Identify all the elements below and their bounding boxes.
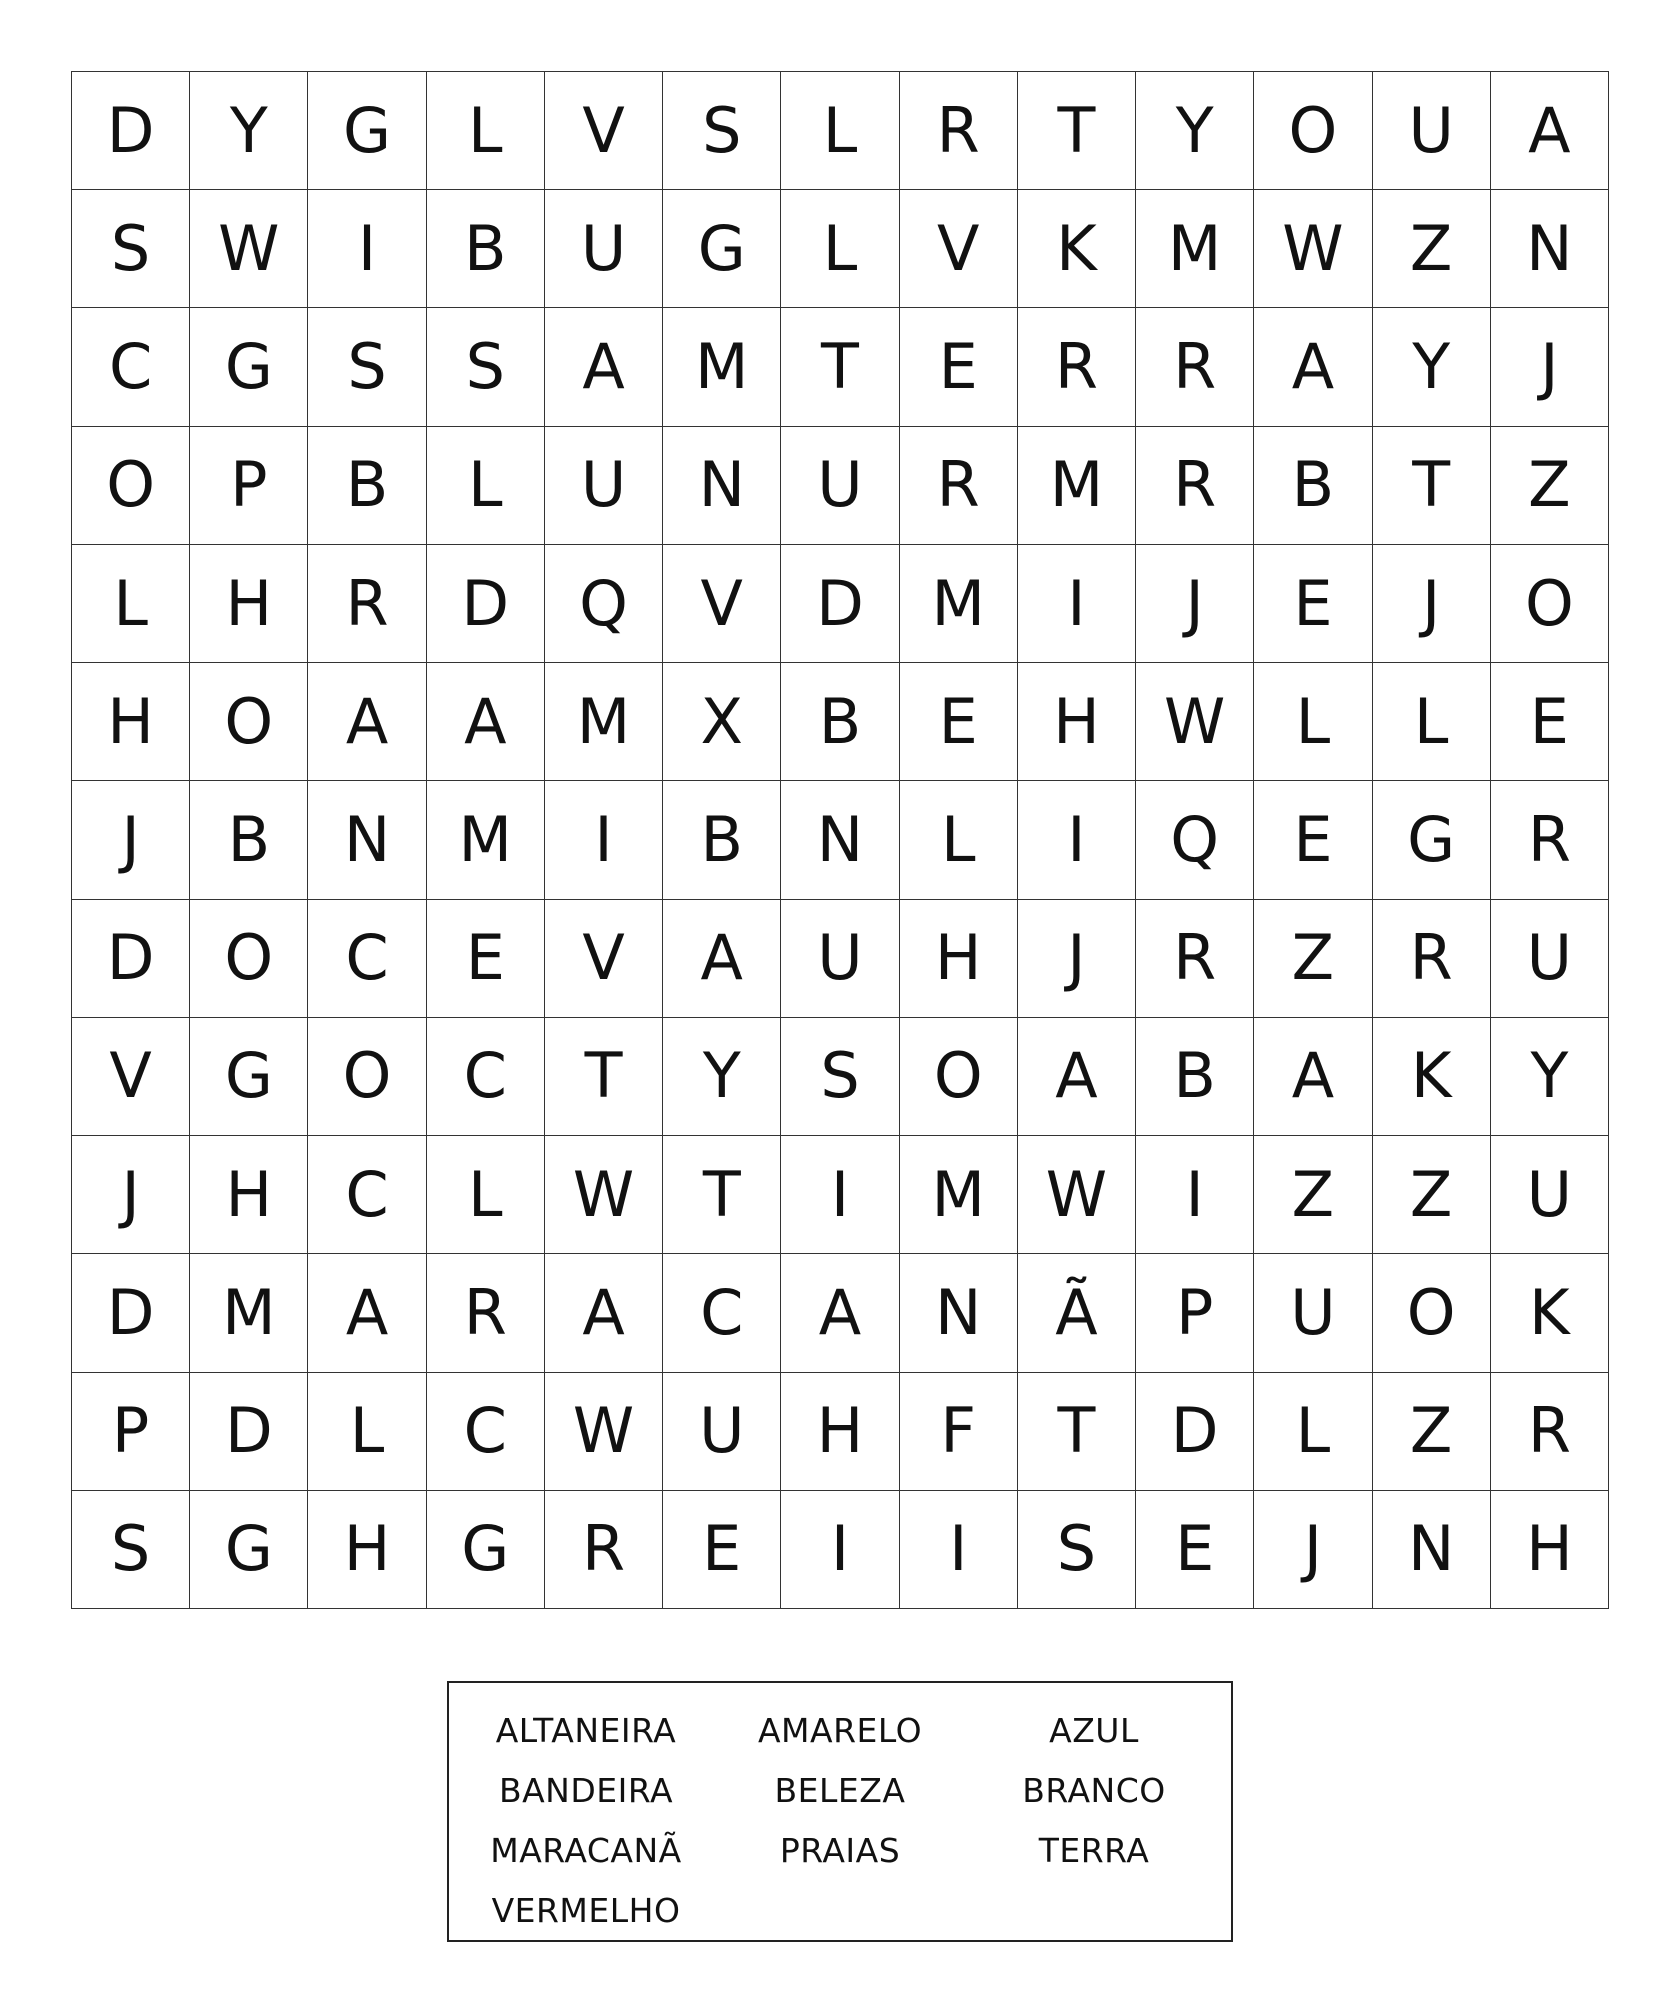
grid-cell[interactable]: G <box>190 308 308 426</box>
grid-cell[interactable]: A <box>308 1254 426 1372</box>
grid-cell[interactable]: L <box>72 545 190 663</box>
grid-cell[interactable]: I <box>545 781 663 899</box>
grid-cell[interactable]: R <box>308 545 426 663</box>
grid-cell[interactable]: N <box>663 427 781 545</box>
grid-cell[interactable]: A <box>545 1254 663 1372</box>
grid-cell[interactable]: D <box>190 1373 308 1491</box>
grid-cell[interactable]: U <box>1491 900 1609 1018</box>
grid-cell[interactable]: J <box>1136 545 1254 663</box>
grid-cell[interactable]: Y <box>1373 308 1491 426</box>
grid-cell[interactable]: L <box>781 190 899 308</box>
grid-cell[interactable]: G <box>190 1018 308 1136</box>
grid-cell[interactable]: L <box>900 781 1018 899</box>
grid-cell[interactable]: C <box>427 1018 545 1136</box>
grid-cell[interactable]: P <box>1136 1254 1254 1372</box>
word-list-item: BELEZA <box>774 1771 906 1810</box>
grid-cell[interactable]: H <box>900 900 1018 1018</box>
grid-cell[interactable]: O <box>72 427 190 545</box>
grid-cell[interactable]: U <box>545 190 663 308</box>
grid-cell[interactable]: T <box>1018 72 1136 190</box>
grid-cell[interactable]: L <box>427 1136 545 1254</box>
grid-cell[interactable]: A <box>1018 1018 1136 1136</box>
grid-cell[interactable]: J <box>1254 1491 1372 1609</box>
grid-cell[interactable]: R <box>1136 900 1254 1018</box>
grid-cell[interactable]: U <box>781 427 899 545</box>
grid-cell[interactable]: R <box>900 427 1018 545</box>
grid-cell[interactable]: A <box>427 663 545 781</box>
grid-cell[interactable]: S <box>72 1491 190 1609</box>
word-list-item: BANDEIRA <box>498 1771 674 1810</box>
grid-cell[interactable]: K <box>1018 190 1136 308</box>
grid-cell[interactable]: M <box>663 308 781 426</box>
grid-cell[interactable]: T <box>1018 1373 1136 1491</box>
grid-cell[interactable]: N <box>1373 1491 1491 1609</box>
grid-cell[interactable]: E <box>1254 545 1372 663</box>
grid-cell[interactable]: U <box>1491 1136 1609 1254</box>
grid-cell[interactable]: Y <box>190 72 308 190</box>
grid-cell[interactable]: M <box>190 1254 308 1372</box>
grid-cell[interactable]: E <box>663 1491 781 1609</box>
grid-cell[interactable]: W <box>190 190 308 308</box>
grid-cell[interactable]: V <box>545 900 663 1018</box>
grid-cell[interactable]: O <box>1373 1254 1491 1372</box>
letter-grid <box>71 71 1609 1609</box>
grid-cell[interactable]: L <box>1254 1373 1372 1491</box>
word-list-items <box>449 1701 1231 1941</box>
grid-cell[interactable]: V <box>663 545 781 663</box>
grid-cell[interactable]: E <box>1136 1491 1254 1609</box>
grid-cell[interactable]: G <box>190 1491 308 1609</box>
grid-cell[interactable]: R <box>1373 900 1491 1018</box>
grid-cell[interactable]: B <box>190 781 308 899</box>
grid-cell[interactable]: R <box>1136 308 1254 426</box>
grid-cell[interactable]: K <box>1373 1018 1491 1136</box>
grid-cell[interactable]: G <box>1373 781 1491 899</box>
grid-cell[interactable]: D <box>72 900 190 1018</box>
grid-cell[interactable]: E <box>1491 663 1609 781</box>
grid-cell[interactable]: L <box>427 72 545 190</box>
grid-cell[interactable]: K <box>1491 1254 1609 1372</box>
grid-cell[interactable]: W <box>1136 663 1254 781</box>
grid-cell[interactable]: B <box>663 781 781 899</box>
grid-cell[interactable]: A <box>1254 1018 1372 1136</box>
word-list-item: MARACANÃ <box>490 1831 682 1870</box>
grid-cell[interactable]: J <box>1373 545 1491 663</box>
grid-cell[interactable]: R <box>545 1491 663 1609</box>
grid-cell[interactable]: S <box>427 308 545 426</box>
word-list-item: AMARELO <box>757 1711 923 1750</box>
grid-cell[interactable]: G <box>663 190 781 308</box>
grid-cell[interactable]: D <box>1136 1373 1254 1491</box>
grid-cell[interactable]: R <box>1491 1373 1609 1491</box>
grid-cell[interactable]: U <box>663 1373 781 1491</box>
grid-cell[interactable]: Q <box>1136 781 1254 899</box>
grid-cell[interactable]: U <box>1373 72 1491 190</box>
grid-cell[interactable]: N <box>781 781 899 899</box>
grid-cell[interactable]: C <box>308 1136 426 1254</box>
grid-cell[interactable]: B <box>427 190 545 308</box>
grid-cell[interactable]: H <box>1491 1491 1609 1609</box>
grid-cell[interactable]: X <box>663 663 781 781</box>
grid-cell[interactable]: H <box>1018 663 1136 781</box>
grid-cell[interactable]: J <box>72 1136 190 1254</box>
grid-cell[interactable]: O <box>1254 72 1372 190</box>
grid-cell[interactable]: G <box>427 1491 545 1609</box>
grid-cell[interactable]: B <box>308 427 426 545</box>
grid-cell[interactable]: Z <box>1373 1373 1491 1491</box>
grid-cell[interactable]: U <box>781 900 899 1018</box>
grid-cell[interactable]: B <box>1254 427 1372 545</box>
grid-cell[interactable]: C <box>427 1373 545 1491</box>
grid-cell[interactable]: A <box>308 663 426 781</box>
grid-cell[interactable]: S <box>308 308 426 426</box>
grid-cell[interactable]: D <box>72 1254 190 1372</box>
grid-cell[interactable]: E <box>900 663 1018 781</box>
grid-cell[interactable]: T <box>781 308 899 426</box>
grid-cell[interactable]: O <box>190 663 308 781</box>
grid-cell[interactable]: L <box>1373 663 1491 781</box>
grid-cell[interactable]: I <box>781 1136 899 1254</box>
grid-cell[interactable]: R <box>427 1254 545 1372</box>
grid-cell[interactable]: R <box>1491 781 1609 899</box>
grid-cell[interactable]: J <box>1018 900 1136 1018</box>
grid-cell[interactable]: A <box>545 308 663 426</box>
grid-cell[interactable]: W <box>1018 1136 1136 1254</box>
grid-cell[interactable]: L <box>308 1373 426 1491</box>
grid-cell[interactable]: A <box>781 1254 899 1372</box>
grid-cell[interactable]: P <box>190 427 308 545</box>
grid-cell[interactable]: Ã <box>1018 1254 1136 1372</box>
grid-cell[interactable]: L <box>781 72 899 190</box>
grid-cell[interactable]: C <box>663 1254 781 1372</box>
grid-cell[interactable]: S <box>663 72 781 190</box>
grid-cell[interactable]: D <box>781 545 899 663</box>
grid-cell[interactable]: H <box>190 545 308 663</box>
word-list-item: BRANCO <box>1022 1771 1166 1810</box>
grid-cell[interactable]: A <box>1254 308 1372 426</box>
grid-cell[interactable]: S <box>1018 1491 1136 1609</box>
grid-cell[interactable]: P <box>72 1373 190 1491</box>
word-list-item: TERRA <box>1038 1831 1150 1870</box>
grid-cell[interactable]: I <box>308 190 426 308</box>
grid-cell[interactable]: C <box>72 308 190 426</box>
grid-cell[interactable]: E <box>427 900 545 1018</box>
grid-cell[interactable]: H <box>781 1373 899 1491</box>
grid-cell[interactable]: Z <box>1254 900 1372 1018</box>
grid-cell[interactable]: U <box>1254 1254 1372 1372</box>
grid-cell[interactable]: M <box>1136 190 1254 308</box>
grid-cell[interactable]: T <box>545 1018 663 1136</box>
grid-cell[interactable]: G <box>308 72 426 190</box>
grid-cell[interactable]: W <box>1254 190 1372 308</box>
grid-cell[interactable]: A <box>1491 72 1609 190</box>
grid-cell[interactable]: E <box>1254 781 1372 899</box>
grid-cell[interactable]: Y <box>1491 1018 1609 1136</box>
grid-cell[interactable]: N <box>308 781 426 899</box>
grid-cell[interactable]: D <box>427 545 545 663</box>
grid-cell[interactable]: F <box>900 1373 1018 1491</box>
grid-cell[interactable]: Z <box>1373 1136 1491 1254</box>
grid-cell[interactable]: Y <box>1136 72 1254 190</box>
grid-cell[interactable]: E <box>900 308 1018 426</box>
grid-cell[interactable]: W <box>545 1136 663 1254</box>
grid-cell[interactable]: Z <box>1254 1136 1372 1254</box>
grid-cell[interactable]: M <box>900 1136 1018 1254</box>
grid-cell[interactable]: N <box>900 1254 1018 1372</box>
grid-cell[interactable]: B <box>1136 1018 1254 1136</box>
grid-cell[interactable]: V <box>72 1018 190 1136</box>
grid-cell[interactable]: R <box>900 72 1018 190</box>
grid-cell[interactable]: H <box>190 1136 308 1254</box>
grid-cell[interactable]: M <box>545 663 663 781</box>
grid-cell[interactable]: T <box>663 1136 781 1254</box>
grid-cell[interactable]: Z <box>1373 190 1491 308</box>
grid-cell[interactable]: Z <box>1491 427 1609 545</box>
grid-cell[interactable]: L <box>427 427 545 545</box>
grid-cell[interactable]: M <box>900 545 1018 663</box>
grid-cell[interactable]: A <box>663 900 781 1018</box>
grid-cell[interactable]: I <box>781 1491 899 1609</box>
grid-cell[interactable]: R <box>1018 308 1136 426</box>
grid-cell[interactable]: J <box>72 781 190 899</box>
grid-cell[interactable]: T <box>1373 427 1491 545</box>
grid-cell[interactable]: I <box>900 1491 1018 1609</box>
grid-cell[interactable]: Y <box>663 1018 781 1136</box>
grid-cell[interactable]: V <box>900 190 1018 308</box>
grid-cell[interactable]: O <box>190 900 308 1018</box>
grid-cell[interactable]: S <box>781 1018 899 1136</box>
grid-cell[interactable]: H <box>72 663 190 781</box>
word-list-item: PRAIAS <box>779 1831 901 1870</box>
grid-cell[interactable]: I <box>1136 1136 1254 1254</box>
grid-cell[interactable]: L <box>1254 663 1372 781</box>
grid-cell[interactable]: O <box>900 1018 1018 1136</box>
grid-cell[interactable]: O <box>308 1018 426 1136</box>
grid-cell[interactable]: S <box>72 190 190 308</box>
grid-cell[interactable]: H <box>308 1491 426 1609</box>
grid-cell[interactable]: W <box>545 1373 663 1491</box>
word-list-item: VERMELHO <box>491 1891 681 1930</box>
grid-cell[interactable]: I <box>1018 781 1136 899</box>
grid-cell[interactable]: U <box>545 427 663 545</box>
word-list-item: ALTANEIRA <box>495 1711 677 1750</box>
grid-cell[interactable]: V <box>545 72 663 190</box>
grid-cell[interactable]: M <box>427 781 545 899</box>
grid-cell[interactable]: J <box>1491 308 1609 426</box>
grid-cell[interactable]: I <box>1018 545 1136 663</box>
grid-cell[interactable]: O <box>1491 545 1609 663</box>
grid-cell[interactable]: B <box>781 663 899 781</box>
grid-cell[interactable]: D <box>72 72 190 190</box>
grid-cell[interactable]: C <box>308 900 426 1018</box>
word-list-item: AZUL <box>1049 1711 1139 1750</box>
grid-cell[interactable]: R <box>1136 427 1254 545</box>
word-list <box>447 1681 1233 1942</box>
grid-cell[interactable]: Q <box>545 545 663 663</box>
grid-cell[interactable]: N <box>1491 190 1609 308</box>
grid-cell[interactable]: M <box>1018 427 1136 545</box>
